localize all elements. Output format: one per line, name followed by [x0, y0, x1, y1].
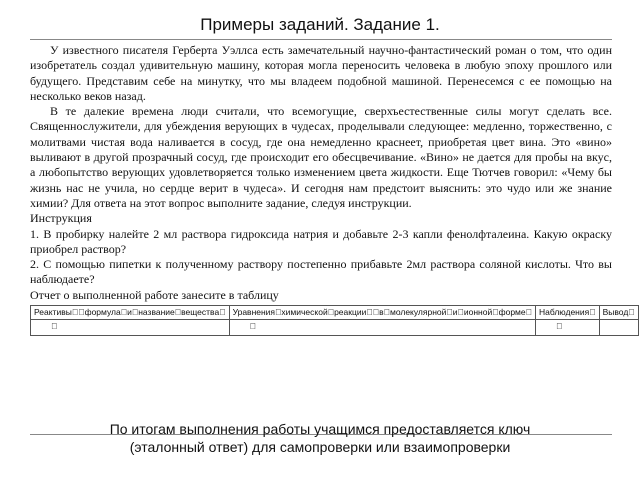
- paragraph-intro: У известного писателя Герберта Уэллса есть замечательный научно-фантастический роман о том, что один изобретатель создал удивительную машину, которая могла переносить человека в любую эпоху прошлого или будущего. Представим себе на минутку, что мы владеем подобной машиной. Перенесемся с ее помощью на несколько веков назад.: [30, 43, 612, 103]
- instructions-heading: Инструкция: [30, 211, 92, 226]
- paragraph-story: В те далекие времена люди считали, что всемогущие, сверхъестественные силы могут сделать все. Священнослужители, для убеждения верующих в чудесах, проделывали следующее: медленно, торжественно, с молитвами чистая вода наливается в сосуд, где она немедленно краснеет, приобретая цвет вина. Это «вино» выливают в другой прозрачный сосуд, где происходит его обесцвечивание. «Вино» не дается для пробы на вкус, а любопытство верующих удовлетворяется только изменением цвета жидкости. Еще Тютчев говорил: «Чему бы жизнь нас не учила, но сердце верит в чудеса». И сегодня нам предстоит выяснить: это чудо или же знание химии? Для ответа на этот вопрос выполните задание, следуя инструкции.: [30, 104, 612, 210]
- table-header-row: [31, 306, 639, 320]
- table-cell: [599, 320, 638, 336]
- header-conclusion: Вывод: [599, 306, 638, 320]
- header-reagents: Реактивы формула и название вещества: [31, 306, 230, 320]
- table-cell: [536, 320, 600, 336]
- table-cell: [229, 320, 535, 336]
- table-row: [31, 320, 639, 336]
- document-scan: [30, 39, 612, 435]
- slide-caption: [40, 420, 600, 456]
- caption-line-2: (эталонный ответ) для самопроверки или взаимопроверки: [129, 439, 511, 455]
- header-observations: Наблюдения: [536, 306, 600, 320]
- table-cell: [31, 320, 230, 336]
- slide-title: Примеры заданий. Задание 1.: [200, 15, 440, 34]
- caption-line-1: По итогам выполнения работы учащимся предоставляется ключ: [109, 421, 531, 437]
- report-line: Отчет о выполненной работе занесите в таблицу: [30, 287, 279, 302]
- header-equations: Уравнения химической реакции в молекулярной и ионной форме: [229, 306, 535, 320]
- report-table: [30, 305, 639, 351]
- instruction-step-2: 2. С помощью пипетки к полученному раствору постепенно прибавьте 2мл раствора соляной кислоты. Что вы наблюдаете?: [30, 257, 612, 287]
- instruction-step-1: 1. В пробирку налейте 2 мл раствора гидроксида натрия и добавьте 2-3 капли фенолфталеина. Какую окраску приобрел раствор?: [30, 226, 612, 256]
